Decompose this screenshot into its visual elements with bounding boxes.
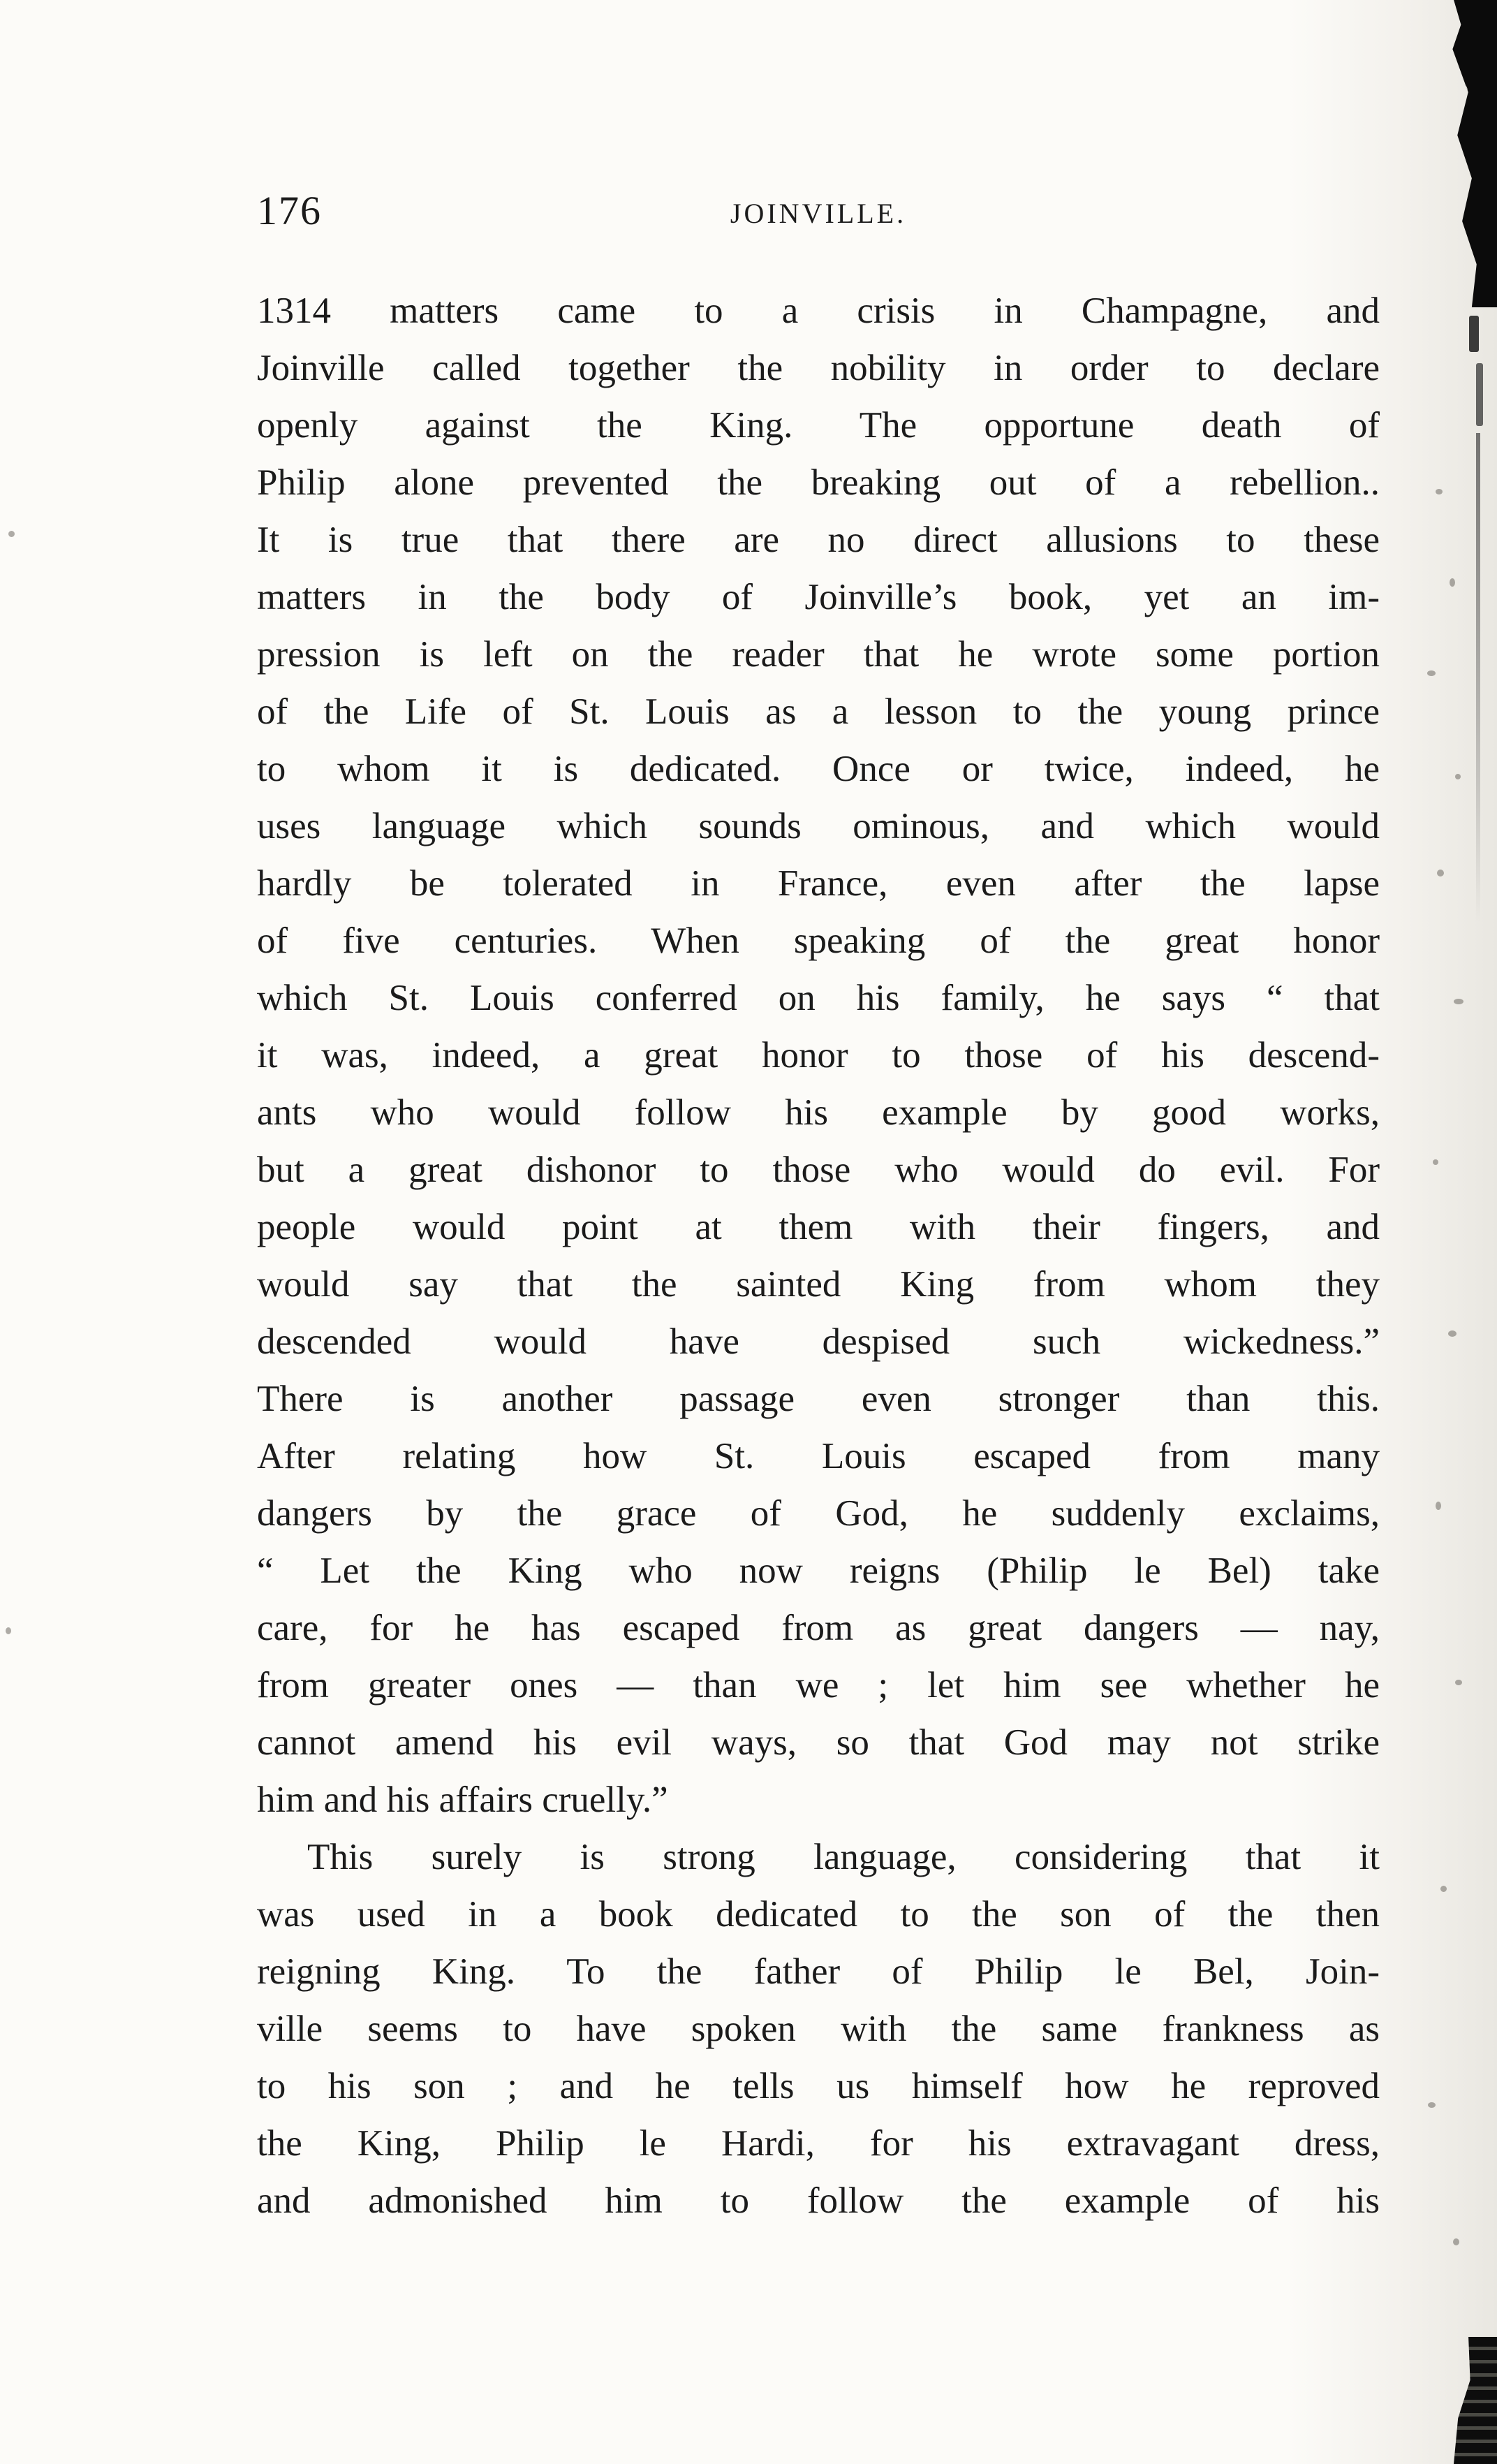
scan-speck <box>1455 1680 1462 1685</box>
scan-speck <box>1440 1886 1447 1892</box>
text-line: uses language which sounds ominous, and which would <box>257 806 1380 846</box>
text-line: This surely is strong language, considering that it <box>307 1837 1380 1877</box>
text-line: pression is left on the reader that he wrote some portion <box>257 634 1380 675</box>
text-line: ants who would follow his example by good works, <box>257 1092 1380 1133</box>
text-line: descended would have despised such wickedness.” <box>257 1321 1380 1362</box>
text-line: people would point at them with their fingers, and <box>257 1207 1380 1247</box>
running-header: JOINVILLE. <box>730 198 907 229</box>
text-line: him and his affairs cruelly.” <box>257 1780 668 1820</box>
text-line: 1314 matters came to a crisis in Champagne, and <box>257 291 1380 331</box>
text-line: the King, Philip le Hardi, for his extravagant dress, <box>257 2123 1380 2164</box>
text-line: There is another passage even stronger than this. <box>257 1379 1380 1419</box>
text-block <box>257 282 1380 2229</box>
text-line: of five centuries. When speaking of the great honor <box>257 921 1380 961</box>
scan-artifact <box>1476 363 1483 426</box>
text-line: and admonished him to follow the example of his <box>257 2180 1380 2221</box>
text-line: which St. Louis conferred on his family, he says “ that <box>257 978 1380 1018</box>
text-line: but a great dishonor to those who would do evil. For <box>257 1150 1380 1190</box>
scan-artifact-bottom-right <box>1454 2337 1497 2464</box>
text-line: ville seems to have spoken with the same frankness as <box>257 2009 1380 2049</box>
scan-speck <box>8 531 15 537</box>
scan-speck <box>1450 578 1455 587</box>
text-line: cannot amend his evil ways, so that God may not strike <box>257 1722 1380 1763</box>
text-line: hardly be tolerated in France, even after the lapse <box>257 863 1380 904</box>
text-line: openly against the King. The opportune death of <box>257 405 1380 446</box>
text-line: reigning King. To the father of Philip le Bel, Join- <box>257 1951 1380 1992</box>
scan-speck <box>1428 2102 1436 2108</box>
text-line: from greater ones — than we ; let him see whether he <box>257 1665 1380 1706</box>
text-line: After relating how St. Louis escaped from many <box>257 1436 1380 1476</box>
page-number: 176 <box>257 188 322 233</box>
text-line: to his son ; and he tells us himself how he reproved <box>257 2066 1380 2106</box>
scan-speck <box>1436 489 1443 494</box>
text-line: Philip alone prevented the breaking out of a rebellion.. <box>257 462 1380 503</box>
text-line: It is true that there are no direct allusions to these <box>257 520 1380 560</box>
page-header <box>257 187 1380 236</box>
text-line: Joinville called together the nobility in order to declare <box>257 348 1380 388</box>
text-line: care, for he has escaped from as great dangers — nay, <box>257 1608 1380 1648</box>
text-line: it was, indeed, a great honor to those of his descend- <box>257 1035 1380 1076</box>
scan-artifact-edge-line <box>1476 433 1480 922</box>
text-line: was used in a book dedicated to the son of the then <box>257 1894 1380 1935</box>
scan-speck <box>6 1627 11 1634</box>
text-line: to whom it is dedicated. Once or twice, indeed, he <box>257 749 1380 789</box>
scan-speck <box>1455 774 1461 779</box>
scan-artifact-top-right <box>1437 0 1497 307</box>
scan-speck <box>1433 1159 1438 1165</box>
text-line: matters in the body of Joinville’s book, yet an im- <box>257 577 1380 617</box>
text-line: “ Let the King who now reigns (Philip le Bel) take <box>257 1550 1380 1591</box>
scan-speck <box>1436 1502 1441 1510</box>
scan-artifact <box>1469 316 1479 352</box>
text-line: of the Life of St. Louis as a lesson to the young prince <box>257 691 1380 732</box>
scan-speck <box>1427 670 1436 676</box>
text-line: would say that the sainted King from whom they <box>257 1264 1380 1305</box>
scan-speck <box>1454 999 1463 1004</box>
text-line: dangers by the grace of God, he suddenly exclaims, <box>257 1493 1380 1534</box>
scan-speck <box>1437 870 1444 877</box>
scan-speck <box>1453 2238 1459 2245</box>
scan-speck <box>1448 1330 1457 1337</box>
